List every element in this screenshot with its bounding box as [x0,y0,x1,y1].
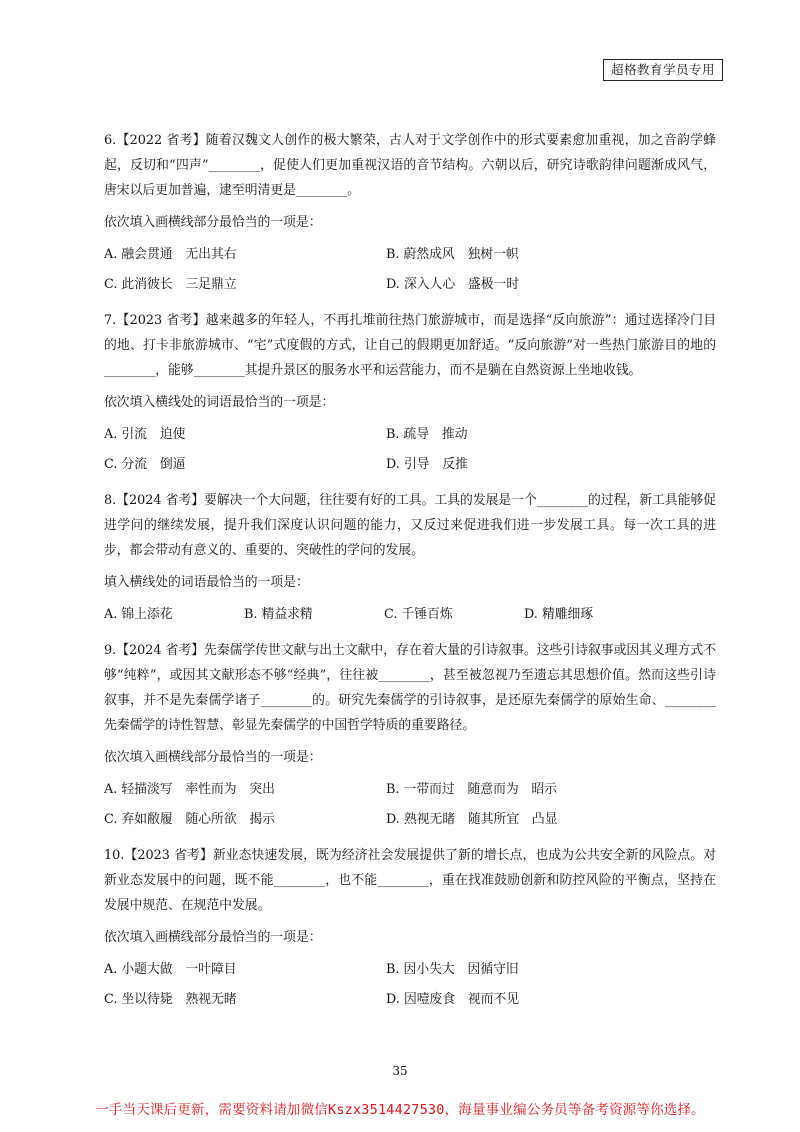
question-8 [104,488,716,630]
option-c[interactable]: C. 分流 倒逼 [104,457,186,472]
option-d[interactable]: D. 深入人心 盛极一时 [386,277,520,292]
question-text: 8.【2024 省考】要解决一个大问题，往往要有好的工具。工具的发展是一个________的过程，新工具能够促进学问的继续发展，提升我们深度认识问题的能力，又反过来促进我们进一步发展工具。每一次工具的进步，都会带动有意义的、重要的、突破性的学问的发展。 [104,493,716,558]
member-only-badge: 超格教育学员专用 [603,59,723,81]
option-c[interactable]: C. 此消彼长 三足鼎立 [104,277,237,292]
option-c[interactable]: C. 弃如敝履 随心所欲 揭示 [104,812,276,827]
option-d[interactable]: D. 精雕细琢 [524,607,594,622]
question-9 [104,638,716,835]
option-a[interactable]: A. 融会贯通 无出其右 [104,247,237,262]
option-b[interactable]: B. 因小失大 因循守旧 [386,962,519,977]
option-d[interactable]: D. 熟视无睹 随其所宜 凸显 [386,812,558,827]
option-a[interactable]: A. 小题大做 一叶障目 [104,962,237,977]
question-text: 9.【2024 省考】先秦儒学传世文献与出土文献中，存在着大量的引诗叙事。这些引诗叙事或因其义理方式不够“纯粹”，或因其文献形态不够“经典”，往往被________，甚至被忽视乃至遗忘其思想价值。然而这些引诗叙事，并不是先秦儒学诸子________的。研究先秦儒学的引诗叙事，是还原先秦儒学的原始生命、________先秦儒学的诗性智慧、彰显先秦儒学的中国哲学特质的重要路径。 [104,643,716,733]
question-stem: 依次填入画横线部分最恰当的一项是： [104,930,322,945]
options [104,240,716,300]
question-list [104,128,716,1023]
option-b[interactable]: B. 精益求精 [244,607,313,622]
option-b[interactable]: B. 蔚然成风 独树一帜 [386,247,519,262]
question-text: 10.【2023 省考】新业态快速发展，既为经济社会发展提供了新的增长点，也成为公共安全新的风险点。对新业态发展中的问题，既不能________，也不能________，重在找准鼓励创新和防控风险的平衡点，坚持在发展中规范、在规范中发展。 [104,848,716,913]
option-c[interactable]: C. 坐以待毙 熟视无睹 [104,992,237,1007]
question-text: 7.【2023 省考】越来越多的年轻人，不再扎堆前往热门旅游城市，而是选择“反向旅游”：通过选择冷门目的地、打卡非旅游城市、“宅”式度假的方式，让自己的假期更加舒适。“反向旅游”对一些热门旅游目的地的________，能够________其提升景区的服务水平和运营能力，而不是躺在自然资源上坐地收钱。 [104,313,716,378]
question-10 [104,843,716,1015]
options [104,420,716,480]
footer-notice: 一手当天课后更新，需要资料请加微信Kszx3514427530，海量事业编公务员等备考资源等你选择。 [95,1102,705,1118]
option-b[interactable]: B. 疏导 推动 [386,427,468,442]
option-b[interactable]: B. 一带而过 随意而为 昭示 [386,782,558,797]
option-d[interactable]: D. 引导 反推 [386,457,468,472]
option-a[interactable]: A. 轻描淡写 率性而为 突出 [104,782,275,797]
question-stem: 填入横线处的词语最恰当的一项是： [104,575,309,590]
question-7 [104,308,716,480]
option-d[interactable]: D. 因噎废食 视而不见 [386,992,520,1007]
question-stem: 依次填入画横线部分最恰当的一项是： [104,215,322,230]
options [104,775,716,835]
option-a[interactable]: A. 锦上添花 [104,607,173,622]
option-c[interactable]: C. 千锤百炼 [384,607,453,622]
options [104,955,716,1015]
question-stem: 依次填入横线处的词语最恰当的一项是： [104,395,335,410]
question-6 [104,128,716,300]
option-a[interactable]: A. 引流 迫使 [104,427,186,442]
question-stem: 依次填入画横线部分最恰当的一项是： [104,750,322,765]
options [104,600,716,630]
question-text: 6.【2022 省考】随着汉魏文人创作的极大繁荣，古人对于文学创作中的形式要素愈加重视，加之音韵学蜂起，反切和“四声”________，促使人们更加重视汉语的音节结构。六朝以后，研究诗歌韵律问题渐成风气，唐宋以后更加普遍，逮至明清更是________。 [104,133,716,198]
page-number: 35 [392,1064,408,1078]
